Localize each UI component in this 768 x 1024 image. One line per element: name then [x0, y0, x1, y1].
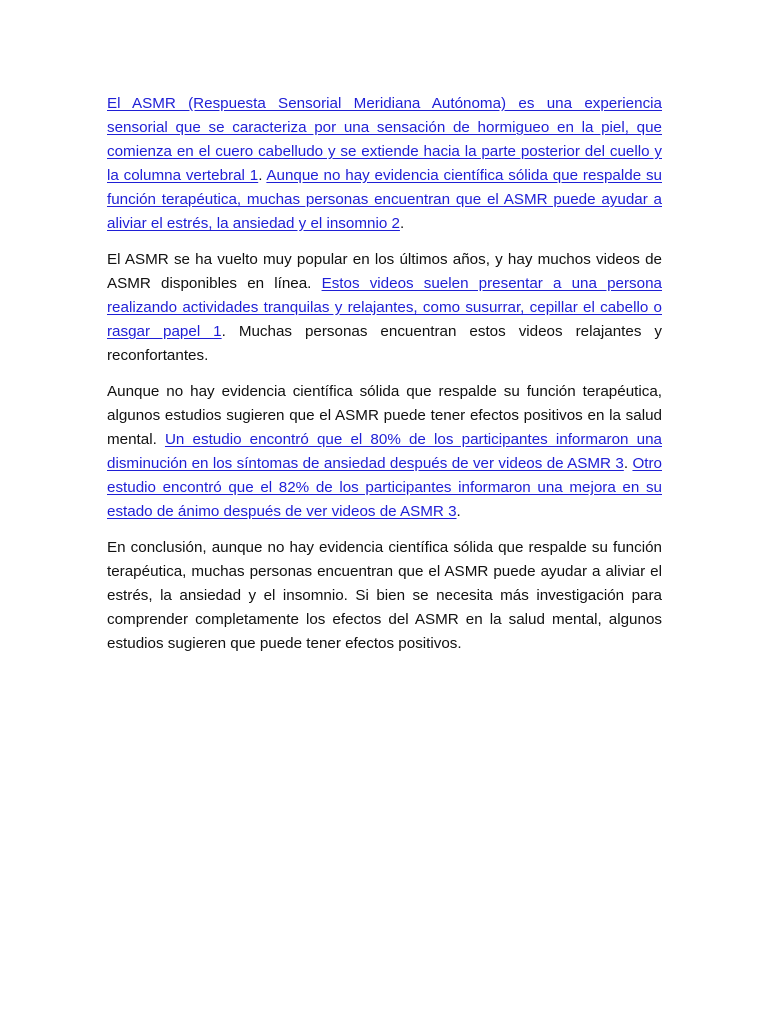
paragraph-3-text: Aunque no hay evidencia científica sólida que respalde su función terapéutica, algunos estudios sugieren que el ASMR puede tener efectos positivos en la salud mental.: [107, 383, 662, 448]
paragraph-1-text: .: [258, 167, 267, 184]
paragraph-2-text: . Muchas personas encuentran estos videos relajantes y reconfortantes.: [107, 323, 662, 364]
paragraph-3-text: .: [456, 503, 461, 520]
paragraph-1-text: .: [399, 215, 405, 232]
citation-link-mood-study[interactable]: Otro estudio encontró que el 82% de los participantes informaron una mejora en su estado de ánimo después de ver videos de ASMR 3: [107, 455, 662, 520]
paragraph-4-text: En conclusión, aunque no hay evidencia científica sólida que respalde su función terapéutica, muchas personas encuentran que el ASMR puede ayudar a aliviar el estrés, la ansiedad y el insomnio. Si bien se necesita más investigación para comprender completamente los efectos del ASMR en la salud mental, algunos estudios sugieren que puede tener efectos positivos.: [107, 539, 662, 652]
citation-link-video-content[interactable]: Estos videos suelen presentar a una persona realizando actividades tranquilas y relajantes, como susurrar, cepillar el cabello o rasgar papel 1: [107, 275, 662, 340]
paragraph-2: [107, 248, 662, 368]
paragraph-3-text: .: [623, 455, 633, 472]
paragraph-2-text: El ASMR se ha vuelto muy popular en los últimos años, y hay muchos videos de ASMR disponibles en línea.: [107, 251, 662, 292]
paragraph-4: [107, 536, 662, 656]
citation-link-anxiety-study[interactable]: Un estudio encontró que el 80% de los participantes informaron una disminución en los síntomas de ansiedad después de ver videos de ASMR 3: [107, 431, 662, 472]
citation-link-asmr-definition[interactable]: El ASMR (Respuesta Sensorial Meridiana Autónoma) es una experiencia sensorial que se caracteriza por una sensación de hormigueo en la piel, que comienza en el cuero cabelludo y se extiende hacia la parte posterior del cuello y la columna vertebral 1: [107, 95, 662, 184]
paragraph-1: [107, 92, 662, 236]
paragraph-3: [107, 380, 662, 524]
citation-link-stress-relief[interactable]: Aunque no hay evidencia científica sólida que respalde su función terapéutica, muchas personas encuentran que el ASMR puede ayudar a aliviar el estrés, la ansiedad y el insomnio 2: [107, 167, 662, 232]
